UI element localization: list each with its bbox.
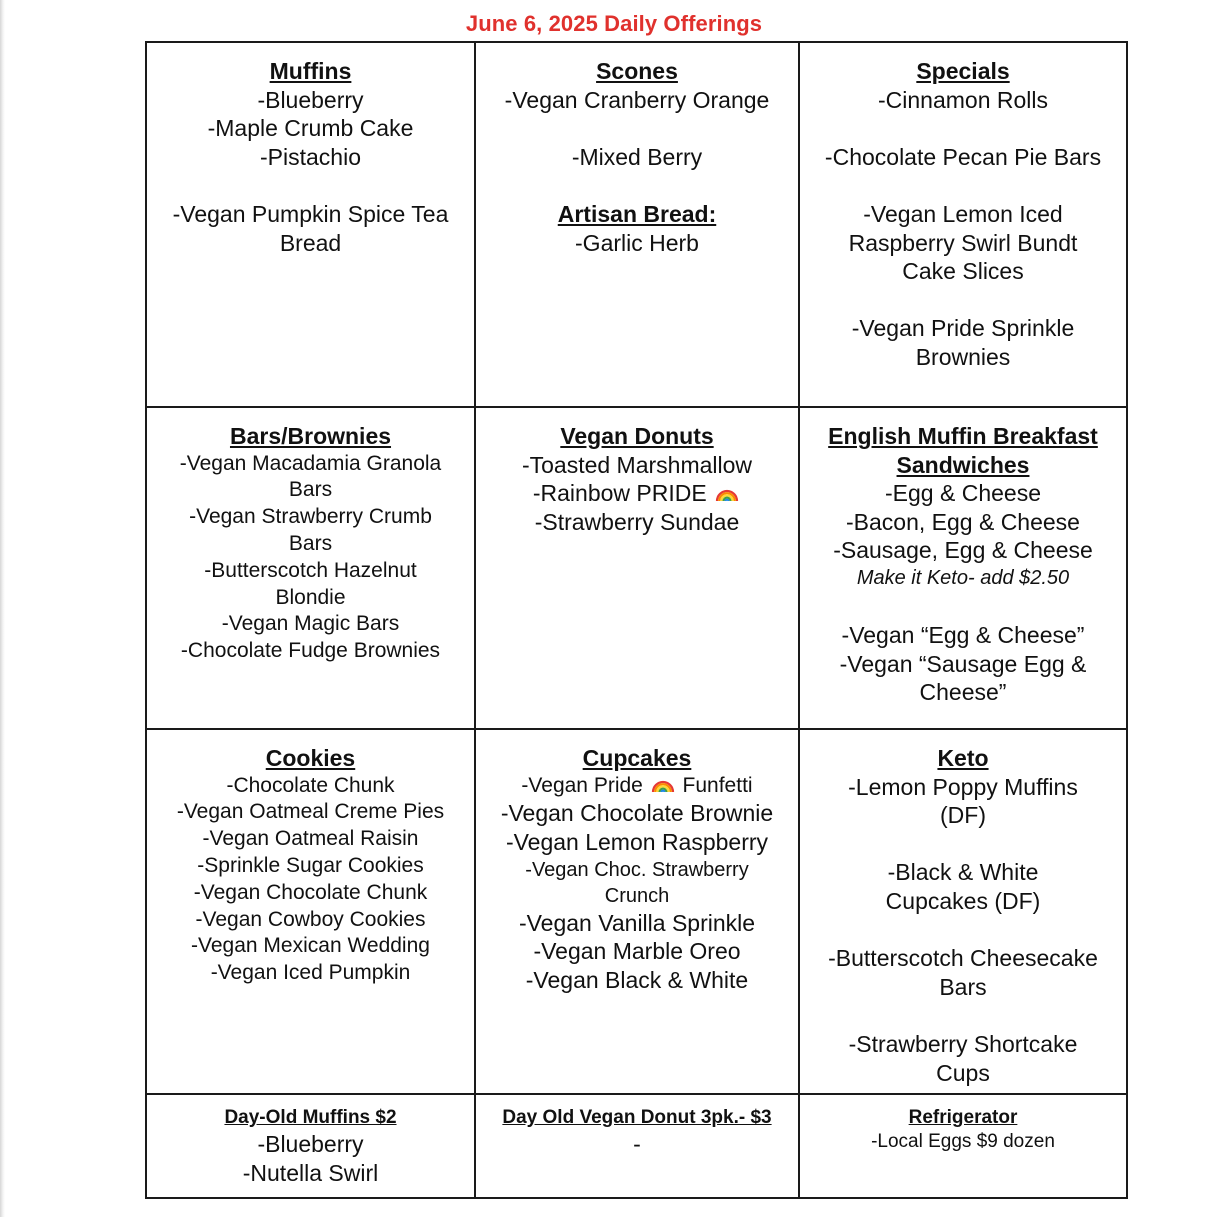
list-item: -Vegan Pumpkin Spice Tea Bread (172, 200, 449, 256)
list-item: -Chocolate Fudge Brownies (180, 639, 441, 663)
list-item: -Vegan Lemon Raspberry (505, 828, 769, 855)
list-item: -Lemon Poppy Muffins (DF) (848, 773, 1078, 829)
list-item: -Blueberry (257, 1131, 364, 1157)
list-item: -Butterscotch Hazelnut Blondie (204, 558, 417, 609)
table-row (146, 407, 1127, 729)
cupcakes-heading: Cupcakes (582, 745, 692, 771)
day-old-donuts-cell (475, 1094, 799, 1198)
list-item: -Strawberry Sundae (534, 508, 740, 535)
cupcakes-cell (475, 729, 799, 1094)
keto-note: Make it Keto- add $2.50 (856, 566, 1070, 589)
list-item: -Egg & Cheese (885, 480, 1041, 507)
offerings-table (145, 41, 1128, 1199)
scones-cell (475, 42, 799, 407)
page-edge-shadow (0, 0, 5, 1217)
list-item: -Vegan Oatmeal Creme Pies (176, 800, 445, 824)
list-item: -Chocolate Pecan Pie Bars (824, 143, 1102, 170)
specials-cell (799, 42, 1127, 407)
list-item: -Vegan Mexican Wedding (191, 934, 430, 958)
bars-heading: Bars/Brownies (229, 423, 392, 449)
bars-cell (146, 407, 475, 729)
list-item: -Vegan “Egg & Cheese” (841, 621, 1085, 648)
list-item: -Vegan Chocolate Chunk (193, 880, 428, 904)
list-item: -Mixed Berry (571, 143, 703, 170)
specials-heading: Specials (916, 58, 1010, 84)
list-item: -Vegan Iced Pumpkin (210, 961, 411, 985)
list-item: -Maple Crumb Cake (207, 115, 414, 142)
list-item: -Sprinkle Sugar Cookies (197, 853, 424, 877)
list-item: -Vegan Marble Oreo (533, 938, 741, 965)
page-title: June 6, 2025 Daily Offerings (465, 11, 763, 36)
day-old-donuts-heading: Day Old Vegan Donut 3pk.- $3 (502, 1107, 772, 1128)
refrigerator-cell (799, 1094, 1127, 1198)
list-item: - (633, 1131, 641, 1157)
muffins-cell (146, 42, 475, 407)
donuts-heading: Vegan Donuts (560, 423, 714, 449)
table-row (146, 42, 1127, 407)
day-old-muffins-heading: Day-Old Muffins $2 (224, 1107, 397, 1128)
list-item (482, 479, 792, 508)
list-item-label: Funfetti (682, 773, 753, 797)
list-item: -Garlic Herb (575, 229, 699, 256)
refrigerator-heading: Refrigerator (908, 1107, 1018, 1128)
list-item: -Vegan Cranberry Orange (504, 86, 770, 113)
list-item: -Vegan Cowboy Cookies (195, 907, 426, 931)
list-item: -Blueberry (257, 86, 364, 113)
list-item: -Vegan Magic Bars (221, 612, 400, 636)
list-item: -Vegan Vanilla Sprinkle (518, 909, 756, 936)
list-item (482, 773, 792, 800)
day-old-muffins-cell (146, 1094, 475, 1198)
list-item: -Nutella Swirl (242, 1159, 379, 1186)
list-item: -Cinnamon Rolls (877, 86, 1048, 113)
list-item: -Bacon, Egg & Cheese (846, 508, 1080, 535)
cookies-cell (146, 729, 475, 1094)
rainbow-icon (651, 774, 675, 794)
list-item: -Black & White Cupcakes (DF) (885, 859, 1041, 914)
list-item: -Chocolate Chunk (226, 773, 395, 797)
list-item-label: -Vegan Pride (521, 773, 643, 797)
list-item: -Vegan Chocolate Brownie (500, 800, 774, 827)
list-item: -Sausage, Egg & Cheese (833, 537, 1093, 564)
table-row (146, 729, 1127, 1094)
list-item: -Vegan Oatmeal Raisin (202, 827, 419, 851)
donuts-cell (475, 407, 799, 729)
breakfast-cell (799, 407, 1127, 729)
muffins-heading: Muffins (269, 58, 352, 84)
list-item: -Vegan “Sausage Egg & Cheese” (839, 650, 1087, 706)
list-item: -Vegan Strawberry Crumb Bars (189, 505, 432, 555)
list-item: -Vegan Choc. Strawberry Crunch (525, 858, 749, 907)
table-row (146, 1094, 1127, 1198)
scones-heading: Scones (596, 58, 678, 84)
list-item: -Vegan Macadamia Granola Bars (179, 451, 442, 502)
list-item: -Vegan Lemon Iced Raspberry Swirl Bundt Cake Slices (848, 200, 1078, 285)
cookies-heading: Cookies (265, 745, 356, 771)
list-item: -Butterscotch Cheesecake Bars (828, 945, 1098, 1000)
list-item: -Strawberry Shortcake Cups (848, 1030, 1078, 1086)
list-item-label: -Rainbow PRIDE (532, 480, 707, 507)
artisan-bread-heading: Artisan Bread: (557, 200, 717, 227)
list-item: -Vegan Pride Sprinkle Brownies (851, 315, 1075, 370)
keto-cell (799, 729, 1127, 1094)
list-item: -Toasted Marshmallow (521, 451, 753, 478)
list-item: -Pistachio (260, 143, 361, 170)
list-item: -Local Eggs $9 dozen (871, 1131, 1055, 1152)
keto-heading: Keto (937, 745, 989, 771)
list-item: -Vegan Black & White (525, 966, 749, 993)
breakfast-heading: English Muffin Breakfast Sandwiches (828, 423, 1098, 478)
rainbow-icon (715, 483, 739, 503)
